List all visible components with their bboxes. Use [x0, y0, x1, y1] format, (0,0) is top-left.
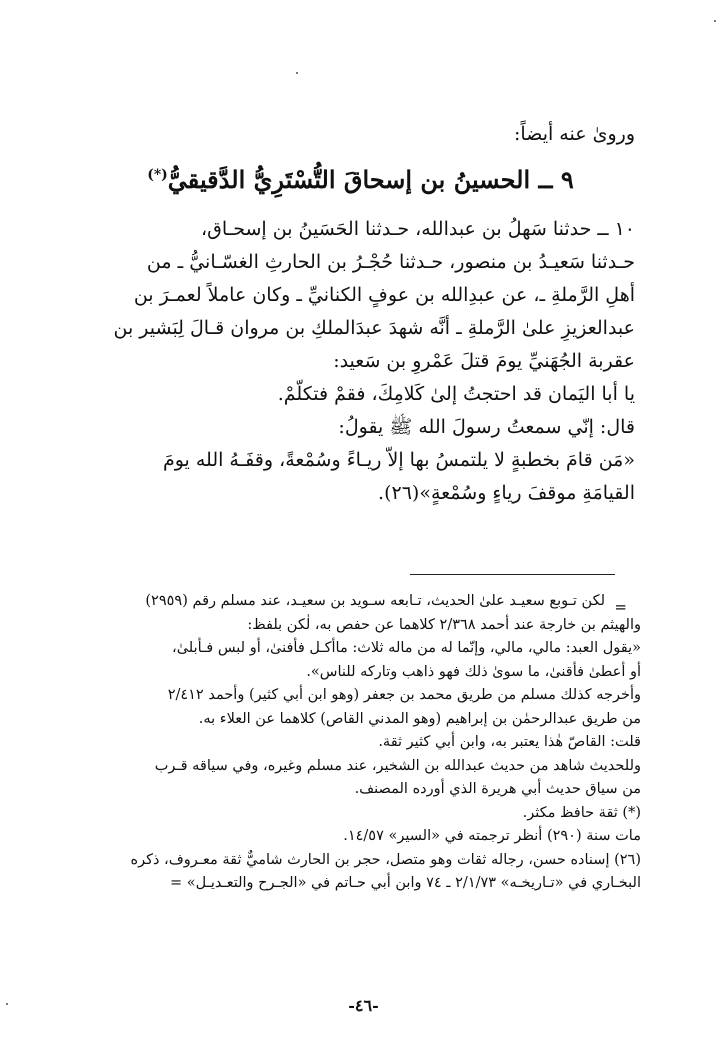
- footnote-line: أو أعطیٰ فأقنیٰ، ما سویٰ ذلك فهو ذاهب وتاركه للناس».: [306, 663, 641, 680]
- heading-name: الحسینُ بن إسحاقَ التُّسْتَرِيُّ الدَّقیقيُّ: [167, 165, 531, 194]
- footnote-line: مات سنة (٢٩٠) أنظر ترجمته في «السیر» ١٤/٥٧.: [343, 828, 641, 844]
- hadith-line: أهلِ الرَّملةِ ـ، عن عبدِالله بن عوفٍ الكنانيِّ ـ وكان عاملاً لعمـرَ بن: [133, 284, 635, 306]
- scan-speck: [296, 72, 298, 74]
- footnote-line: وأخرجه كذلك مسلم من طریق محمد بن جعفر (وهو ابن أبي كثیر) وأحمد ٢/٤١٢: [167, 687, 641, 703]
- scan-speck: [6, 1003, 8, 1005]
- footnote-line: (*) ثقة حافظ مكثر.: [522, 804, 641, 821]
- hadith-line: عبدالعزیزِ علیٰ الرَّملةِ ـ أنَّه شهدَ عبدَالملكِ بن مروان قـالَ لِبَشیر بن: [113, 317, 635, 339]
- footnote-line: قلت: القاصّ هٰذا یعتبر به، وابن أبي كثیر ثقة.: [378, 734, 641, 750]
- footnote-line: البخـاري في «تـاریخـه» ٢/١/٧٣ ـ ٧٤ وابن أبي حـاتم في «الجـرح والتعـدیـل» =: [169, 875, 641, 891]
- footnote-line: من طریق عبدالرحمٰن بن إبراهیم (وهو المدني القاص) كلاهما عن العلاء به.: [198, 710, 641, 727]
- footnote-line: وللحدیث شاهد من حدیث عبدالله بن الشخیر، عند مسلم وغیره، وفي سیاقه قـرب: [154, 757, 641, 774]
- footnote-line: من سیاق حدیث أبي هریرة الذي أورده المصنف.: [354, 781, 641, 797]
- scan-speck: [714, 20, 716, 22]
- hadith-line: ١٠ ــ حدثنا سَهلُ بن عبدالله، حـدثنا الحَسَینُ بن إسحـاق،: [201, 218, 635, 240]
- footnote-line: والهیثم بن خارجة عند أحمد ٢/٣٦٨ كلاهما عن حفص به، لٰكن بلفظ:: [247, 616, 641, 633]
- footnote-line: «یقول العبد: مالي، مالي، وإنّما له من ماله ثلاث: ماأكـل فأفنیٰ، أو لبس فـأبلیٰ،: [172, 640, 641, 656]
- hadith-line: یا أبا الیَمان قد احتجتُ إلیٰ كَلامِكَ، فقمْ فتكلّمْ.: [277, 383, 635, 405]
- hadith-line: قال: إنّي سمعتُ رسولَ الله ﷺ یقولُ:: [338, 416, 635, 438]
- footnote-separator: [410, 574, 615, 575]
- hadith-text: [86, 213, 635, 510]
- hadith-line: القیامَةِ موقفَ ریاءٍ وسُمْعةٍ»(٢٦).: [378, 482, 635, 504]
- hadith-line: «مَن قامَ بخطبةٍ لا یلتمسُ بها إلاّ ریـاءً وسُمْعةً، وقفَـهُ الله یومَ: [162, 449, 635, 471]
- footnotes: [72, 590, 641, 896]
- page-number: -٤٦-: [348, 996, 379, 1015]
- main-text: [86, 118, 635, 510]
- heading-footnote-marker: (*): [147, 167, 168, 183]
- footnote-line: (٢٦) إسناده حسن، رجاله ثقات وهو متصل، حجر بن الحارث شاميٌّ ثقة معـروف، ذكره: [130, 851, 641, 868]
- hadith-line: حـدثنا سَعیـدُ بن منصور، حـدثنا حُجْـرُ بن الحارثِ الغسّـانيُّ ـ من: [146, 251, 635, 273]
- footnote-line: لكن تـوبع سعیـد علیٰ الحدیث، تـابعه سـوید بن سعیـد، عند مسلم رقم (٢٩٥٩): [145, 593, 605, 609]
- continuation-mark: =: [614, 598, 627, 616]
- heading-number: ٩ ــ: [538, 165, 574, 194]
- narrator-heading: [86, 156, 635, 199]
- intro-line: ورویٰ عنه أیضاً:: [514, 123, 635, 145]
- hadith-line: عقربة الجُهَنيِّ یومَ قتلَ عَمْروِ بن سَعید:: [333, 350, 635, 372]
